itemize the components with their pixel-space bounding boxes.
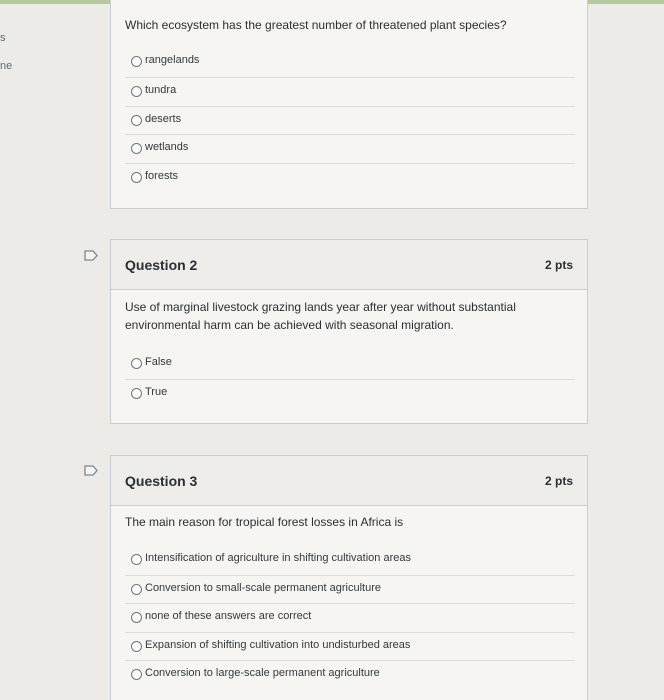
radio-button[interactable] bbox=[131, 56, 142, 67]
radio-button[interactable] bbox=[131, 172, 142, 183]
question-title: Question 2 bbox=[125, 257, 198, 273]
answer-option[interactable] bbox=[125, 106, 575, 136]
answer-option[interactable] bbox=[125, 575, 575, 605]
sidebar-edge-text: s bbox=[0, 32, 6, 44]
question-3-text: The main reason for tropical forest losses in Africa is bbox=[125, 515, 404, 529]
points-label: 2 pts bbox=[544, 474, 573, 488]
radio-button[interactable] bbox=[131, 86, 142, 97]
answer-label[interactable]: rangelands bbox=[145, 54, 200, 66]
radio-button[interactable] bbox=[131, 358, 142, 369]
radio-button[interactable] bbox=[131, 554, 142, 565]
radio-button[interactable] bbox=[131, 584, 142, 595]
answer-label[interactable]: forests bbox=[145, 170, 179, 182]
question-2-text bbox=[125, 298, 516, 334]
radio-button[interactable] bbox=[131, 612, 142, 623]
answer-option[interactable] bbox=[125, 546, 575, 575]
answer-label[interactable]: wetlands bbox=[145, 141, 189, 153]
question-title: Question 3 bbox=[125, 473, 198, 489]
question-text-line: environmental harm can be achieved with seasonal migration. bbox=[125, 318, 454, 332]
radio-button[interactable] bbox=[131, 388, 142, 399]
answer-option[interactable] bbox=[125, 163, 575, 193]
radio-button[interactable] bbox=[131, 143, 142, 154]
question-3-card bbox=[110, 455, 588, 700]
radio-button[interactable] bbox=[131, 115, 142, 126]
answer-option[interactable] bbox=[125, 134, 575, 164]
question-2-card bbox=[110, 239, 588, 424]
question-1-card bbox=[110, 0, 588, 209]
question-text-line: Use of marginal livestock grazing lands year after year without substantial bbox=[125, 300, 516, 314]
answer-option[interactable] bbox=[125, 77, 575, 107]
answer-label[interactable]: none of these answers are correct bbox=[145, 610, 312, 622]
answer-option[interactable] bbox=[125, 660, 575, 690]
answer-label[interactable]: False bbox=[145, 356, 172, 368]
answer-label[interactable]: deserts bbox=[145, 113, 182, 125]
question-header bbox=[111, 240, 587, 290]
answer-label[interactable]: True bbox=[145, 386, 168, 398]
answer-option[interactable] bbox=[125, 379, 575, 409]
flag-question-icon[interactable] bbox=[84, 250, 98, 261]
answer-option[interactable] bbox=[125, 603, 575, 633]
answer-label[interactable]: Intensification of agriculture in shifting cultivation areas bbox=[145, 552, 411, 564]
answer-option[interactable] bbox=[125, 350, 575, 379]
question-header bbox=[111, 456, 587, 506]
radio-button[interactable] bbox=[131, 641, 142, 652]
answer-label[interactable]: Conversion to small-scale permanent agriculture bbox=[145, 582, 381, 594]
sidebar-edge-text: ne bbox=[0, 60, 13, 72]
answer-label[interactable]: Conversion to large-scale permanent agriculture bbox=[145, 667, 380, 679]
flag-question-icon[interactable] bbox=[84, 465, 98, 476]
answer-label[interactable]: Expansion of shifting cultivation into undisturbed areas bbox=[145, 639, 411, 651]
question-1-text: Which ecosystem has the greatest number of threatened plant species? bbox=[125, 18, 507, 32]
answer-option[interactable] bbox=[125, 632, 575, 662]
radio-button[interactable] bbox=[131, 669, 142, 680]
answer-label[interactable]: tundra bbox=[145, 84, 177, 96]
answer-option[interactable] bbox=[125, 48, 575, 77]
points-label: 2 pts bbox=[544, 258, 573, 272]
